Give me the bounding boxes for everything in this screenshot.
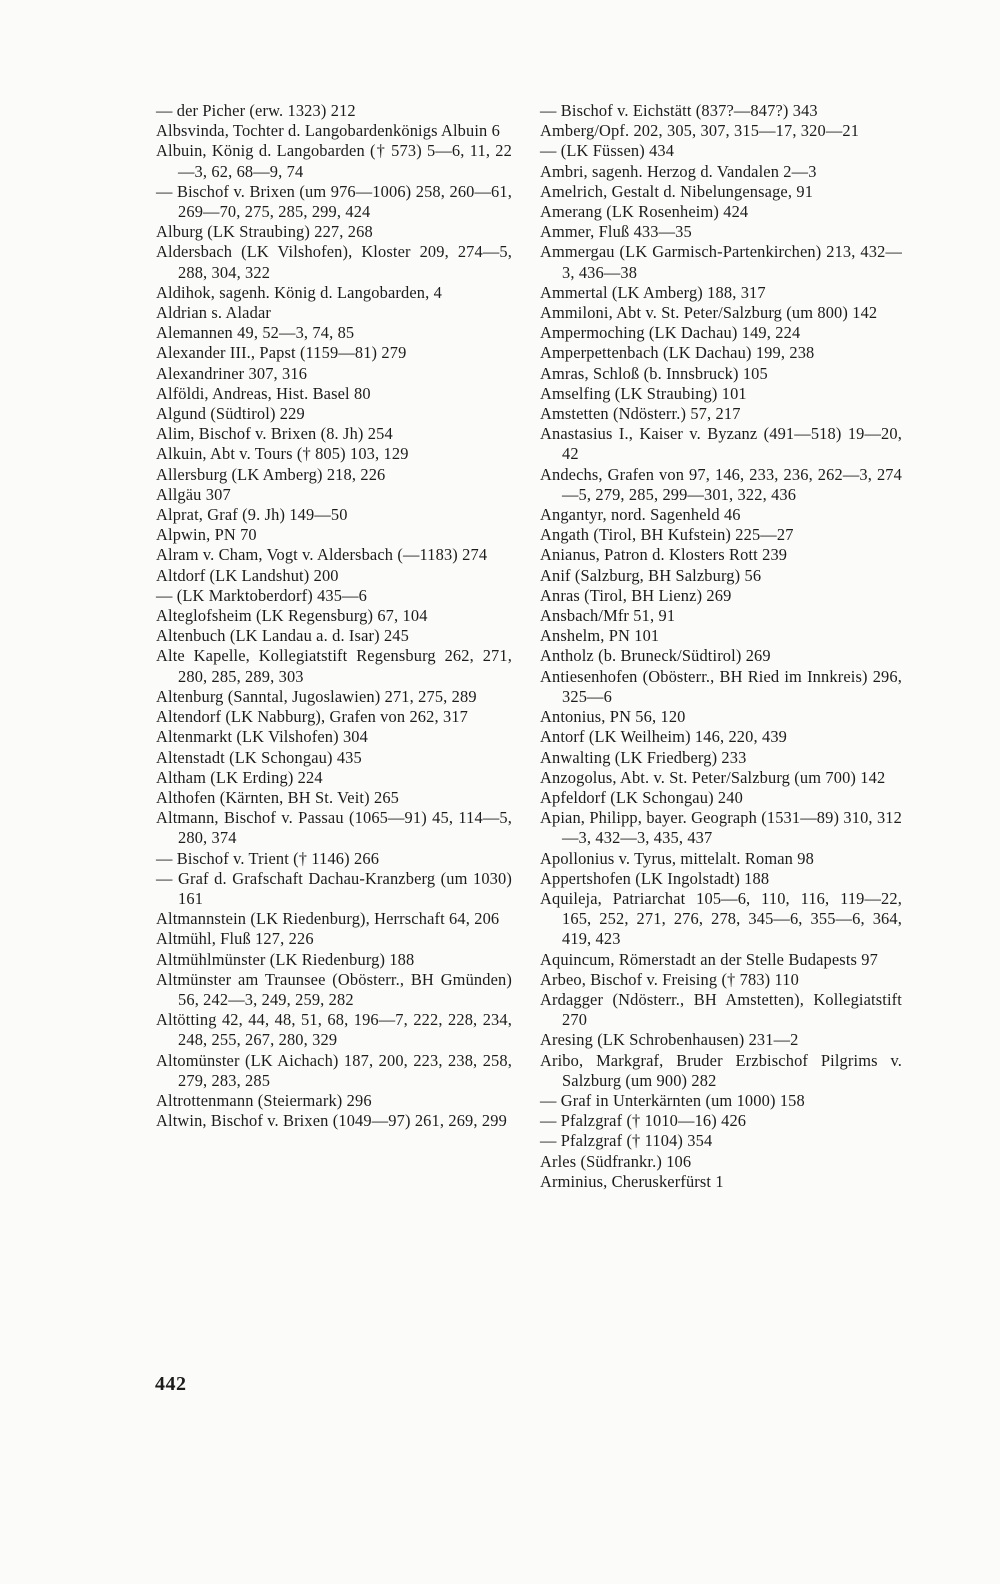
index-entry: Altmannstein (LK Riedenburg), Herrschaft 64, 206 — [156, 909, 500, 929]
index-entry: Amstetten (Ndösterr.) 57, 217 — [540, 404, 741, 424]
index-entry: Amberg/Opf. 202, 305, 307, 315—17, 320—21 — [540, 121, 860, 141]
index-entry: Altrottenmann (Steiermark) 296 — [156, 1090, 372, 1110]
index-entry: Aresing (LK Schrobenhausen) 231—2 — [540, 1030, 799, 1050]
index-entry: Ammiloni, Abt v. St. Peter/Salzburg (um 800) 142 — [540, 303, 878, 323]
index-entry: Altenburg (Sanntal, Jugoslawien) 271, 275, 289 — [156, 686, 477, 706]
index-entry: Altomünster (LK Aichach) 187, 200, 223, 238, 258, 279, 283, 285 — [156, 1050, 512, 1090]
index-entry: Alprat, Graf (9. Jh) 149—50 — [156, 505, 348, 525]
index-entry: Anianus, Patron d. Klosters Rott 239 — [540, 545, 788, 565]
page-number: 442 — [155, 1373, 187, 1395]
index-entry: — Bischof v. Eichstätt (837?—847?) 343 — [540, 101, 818, 120]
index-entry: Antonius, PN 56, 120 — [540, 707, 686, 727]
index-entry: Alte Kapelle, Kollegiatstift Regensburg 262, 271, 280, 285, 289, 303 — [156, 646, 512, 686]
index-column-left — [156, 101, 512, 1131]
index-entry: Altmünster am Traunsee (Obösterr., BH Gmünden) 56, 242—3, 249, 259, 282 — [156, 969, 512, 1009]
index-entry: Anastasius I., Kaiser v. Byzanz (491—518) 19—20, 42 — [540, 424, 902, 464]
index-entry: — (LK Füssen) 434 — [540, 141, 675, 161]
index-entry: Apian, Philipp, bayer. Geograph (1531—89) 310, 312—3, 432—3, 435, 437 — [540, 808, 902, 848]
index-entry: Andechs, Grafen von 97, 146, 233, 236, 262—3, 274—5, 279, 285, 299—301, 322, 436 — [540, 464, 902, 504]
index-entry: — Bischof v. Trient († 1146) 266 — [156, 848, 380, 868]
index-entry: Apollonius v. Tyrus, mittelalt. Roman 98 — [540, 848, 814, 868]
index-entry: — (LK Marktoberdorf) 435—6 — [156, 585, 368, 605]
index-entry: Alteglofsheim (LK Regensburg) 67, 104 — [156, 606, 428, 626]
index-entry: Arminius, Cheruskerfürst 1 — [540, 1171, 724, 1191]
index-entry: Altenmarkt (LK Vilshofen) 304 — [156, 727, 369, 747]
index-entry: Altenstadt (LK Schongau) 435 — [156, 747, 362, 767]
index-entry: Altdorf (LK Landshut) 200 — [156, 565, 339, 585]
index-entry: Alemannen 49, 52—3, 74, 85 — [156, 323, 355, 343]
index-entry: Altmühlmünster (LK Riedenburg) 188 — [156, 949, 415, 969]
index-entry: Amelrich, Gestalt d. Nibelungensage, 91 — [540, 181, 814, 201]
index-entry: — Pfalzgraf († 1104) 354 — [540, 1131, 713, 1151]
index-entry: Alim, Bischof v. Brixen (8. Jh) 254 — [156, 424, 393, 444]
index-entry: Alpwin, PN 70 — [156, 525, 257, 545]
index-entry: Ampermoching (LK Dachau) 149, 224 — [540, 323, 801, 343]
index-entry: Ammertal (LK Amberg) 188, 317 — [540, 282, 766, 302]
index-entry: Amperpettenbach (LK Dachau) 199, 238 — [540, 343, 815, 363]
index-entry: — der Picher (erw. 1323) 212 — [156, 101, 356, 120]
index-entry: Ammer, Fluß 433—35 — [540, 222, 692, 242]
index-entry: Ammergau (LK Garmisch-Partenkirchen) 213, 432—3, 436—38 — [540, 242, 902, 282]
index-entry: — Graf d. Grafschaft Dachau-Kranzberg (um 1030) 161 — [156, 868, 512, 908]
index-entry: Amras, Schloß (b. Innsbruck) 105 — [540, 363, 768, 383]
index-entry: Alföldi, Andreas, Hist. Basel 80 — [156, 383, 371, 403]
index-entry: Antholz (b. Bruneck/Südtirol) 269 — [540, 646, 771, 666]
index-entry: Amerang (LK Rosenheim) 424 — [540, 202, 749, 222]
index-entry: — Pfalzgraf († 1010—16) 426 — [540, 1111, 747, 1131]
index-entry: Arles (Südfrankr.) 106 — [540, 1151, 692, 1171]
index-entry: Anras (Tirol, BH Lienz) 269 — [540, 585, 732, 605]
index-entry: Angath (Tirol, BH Kufstein) 225—27 — [540, 525, 794, 545]
index-entry: Aldrian s. Aladar — [156, 303, 271, 323]
index-entry: Algund (Südtirol) 229 — [156, 404, 305, 424]
index-entry: Alram v. Cham, Vogt v. Aldersbach (—1183) 274 — [156, 545, 488, 565]
index-entry: Aquincum, Römerstadt an der Stelle Budapests 97 — [540, 949, 878, 969]
index-entry: Apfeldorf (LK Schongau) 240 — [540, 787, 743, 807]
index-entry: Ambri, sagenh. Herzog d. Vandalen 2—3 — [540, 161, 817, 181]
index-entry: Anwalting (LK Friedberg) 233 — [540, 747, 747, 767]
index-entry: Albuin, König d. Langobarden († 573) 5—6, 11, 22—3, 62, 68—9, 74 — [156, 141, 512, 181]
index-entry: Arbeo, Bischof v. Freising († 783) 110 — [540, 969, 799, 989]
index-entry: Antiesenhofen (Obösterr., BH Ried im Innkreis) 296, 325—6 — [540, 666, 902, 706]
index-entry: Alkuin, Abt v. Tours († 805) 103, 129 — [156, 444, 409, 464]
index-entry: Alburg (LK Straubing) 227, 268 — [156, 222, 373, 242]
index-entry: Ardagger (Ndösterr., BH Amstetten), Kollegiatstift 270 — [540, 989, 902, 1030]
index-entry: Ansbach/Mfr 51, 91 — [540, 606, 676, 626]
index-entry: Appertshofen (LK Ingolstadt) 188 — [540, 868, 770, 888]
index-entry: Allersburg (LK Amberg) 218, 226 — [156, 464, 386, 484]
index-entry: Altendorf (LK Nabburg), Grafen von 262, 317 — [156, 707, 469, 727]
index-entry: Altmühl, Fluß 127, 226 — [156, 929, 314, 949]
index-entry: Altenbuch (LK Landau a. d. Isar) 245 — [156, 626, 409, 646]
index-entry: Antorf (LK Weilheim) 146, 220, 439 — [540, 727, 788, 747]
index-entry: Altham (LK Erding) 224 — [156, 767, 323, 787]
index-entry: Althofen (Kärnten, BH St. Veit) 265 — [156, 787, 400, 807]
index-entry: — Graf in Unterkärnten (um 1000) 158 — [540, 1090, 805, 1110]
index-entry: Altötting 42, 44, 48, 51, 68, 196—7, 222, 228, 234, 248, 255, 267, 280, 329 — [156, 1010, 512, 1050]
index-entry: Aquileja, Patriarchat 105—6, 110, 116, 119—22, 165, 252, 271, 276, 278, 345—6, 355—6, 364, 419, 423 — [540, 888, 902, 949]
index-column-right — [540, 101, 902, 1192]
index-entry: Anzogolus, Abt. v. St. Peter/Salzburg (um 700) 142 — [540, 767, 886, 787]
index-entry: Anshelm, PN 101 — [540, 626, 660, 646]
index-entry: Anif (Salzburg, BH Salzburg) 56 — [540, 565, 762, 585]
index-entry: Angantyr, nord. Sagenheld 46 — [540, 505, 741, 525]
index-entry: Altwin, Bischof v. Brixen (1049—97) 261, 269, 299 — [156, 1111, 507, 1131]
index-entry: Altmann, Bischof v. Passau (1065—91) 45, 114—5, 280, 374 — [156, 808, 512, 848]
index-entry: Alexander III., Papst (1159—81) 279 — [156, 343, 407, 363]
index-entry: — Bischof v. Brixen (um 976—1006) 258, 260—61, 269—70, 275, 285, 299, 424 — [156, 181, 512, 222]
index-entry: Aribo, Markgraf, Bruder Erzbischof Pilgrims v. Salzburg (um 900) 282 — [540, 1050, 902, 1090]
index-entry: Aldihok, sagenh. König d. Langobarden, 4 — [156, 282, 442, 302]
index-entry: Amselfing (LK Straubing) 101 — [540, 383, 747, 403]
index-entry: Aldersbach (LK Vilshofen), Kloster 209, 274—5, 288, 304, 322 — [156, 242, 512, 282]
index-entry: Allgäu 307 — [156, 484, 231, 504]
index-entry: Alexandriner 307, 316 — [156, 363, 308, 383]
index-entry: Albsvinda, Tochter d. Langobardenkönigs Albuin 6 — [156, 121, 500, 141]
